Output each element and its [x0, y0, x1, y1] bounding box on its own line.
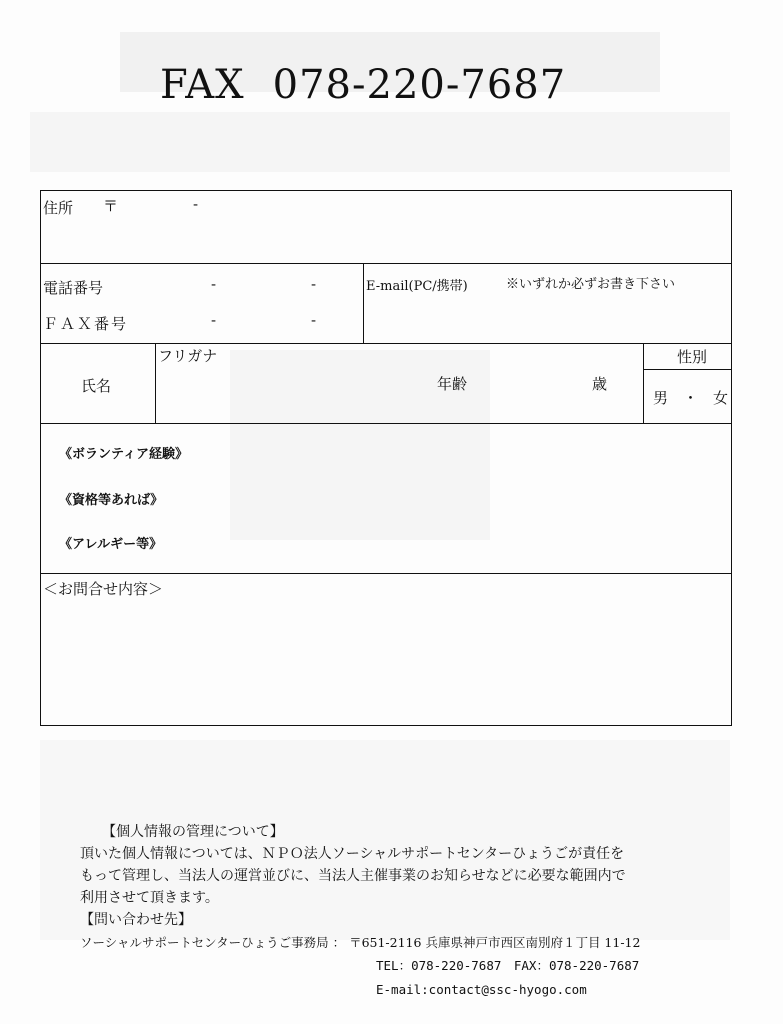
name-field[interactable]	[156, 343, 643, 423]
name-label: 氏名	[81, 377, 112, 395]
fax-number-label: ＦＡＸ番号	[43, 315, 129, 333]
phone-dash: -	[211, 275, 217, 293]
gender-options[interactable]: 男 ・ 女	[653, 389, 729, 407]
fax-number: 078-220-7687	[272, 62, 567, 108]
age-label: 年齢	[437, 375, 468, 393]
fax-dash: -	[311, 311, 317, 329]
application-form	[40, 190, 732, 726]
email-note: ※いずれか必ずお書き下さい	[506, 277, 676, 292]
contact-email[interactable]: E-mail:contact@ssc-hyogo.com	[376, 982, 587, 997]
background-bleed	[30, 112, 730, 172]
address-field[interactable]	[41, 191, 731, 263]
privacy-text-line: 利用させて頂きます。	[80, 890, 219, 906]
privacy-text-line: もって管理し、当法人の運営並びに、当法人主催事業のお知らせなどに必要な範囲内で	[80, 868, 626, 884]
postal-mark: 〒	[103, 197, 119, 215]
privacy-text-line: 頂いた個人情報については、ＮＰＯ法人ソーシャルサポートセンターひょうごが責任を	[80, 846, 625, 862]
allergy-label: 《アレルギー等》	[59, 537, 163, 552]
fax-dash: -	[211, 311, 217, 329]
phone-label: 電話番号	[43, 279, 104, 297]
office-address: ソーシャルサポートセンターひょうご事務局 ： 〒651-2116 兵庫県神戸市西区南別府１丁目 11-12	[80, 935, 641, 950]
gender-label: 性別	[677, 348, 708, 366]
fax-field[interactable]	[41, 303, 363, 343]
furigana-label: フリガナ	[158, 347, 218, 365]
qualifications-label: 《資格等あれば》	[59, 493, 164, 508]
phone-field[interactable]	[41, 263, 363, 303]
address-label: 住所	[43, 199, 74, 217]
inquiry-label: ＜お問合せ内容＞	[43, 580, 164, 598]
age-unit: 歳	[592, 375, 608, 393]
volunteer-experience-label: 《ボランティア経験》	[59, 447, 188, 462]
email-label: E-mail(PC/携帯)	[366, 279, 468, 294]
divider	[643, 343, 644, 423]
fax-header	[160, 62, 566, 108]
divider	[643, 369, 731, 370]
email-field[interactable]	[364, 263, 731, 343]
inquiry-field[interactable]	[41, 574, 731, 725]
postal-dash: -	[193, 195, 199, 213]
fax-label: FAX	[160, 62, 245, 108]
phone-dash: -	[311, 275, 317, 293]
privacy-heading: 【個人情報の管理について】	[102, 824, 284, 840]
contact-heading: 【問い合わせ先】	[80, 912, 192, 928]
additional-info-field[interactable]	[41, 423, 731, 573]
tel-fax: TEL：078-220-7687 FAX：078-220-7687	[376, 958, 640, 973]
